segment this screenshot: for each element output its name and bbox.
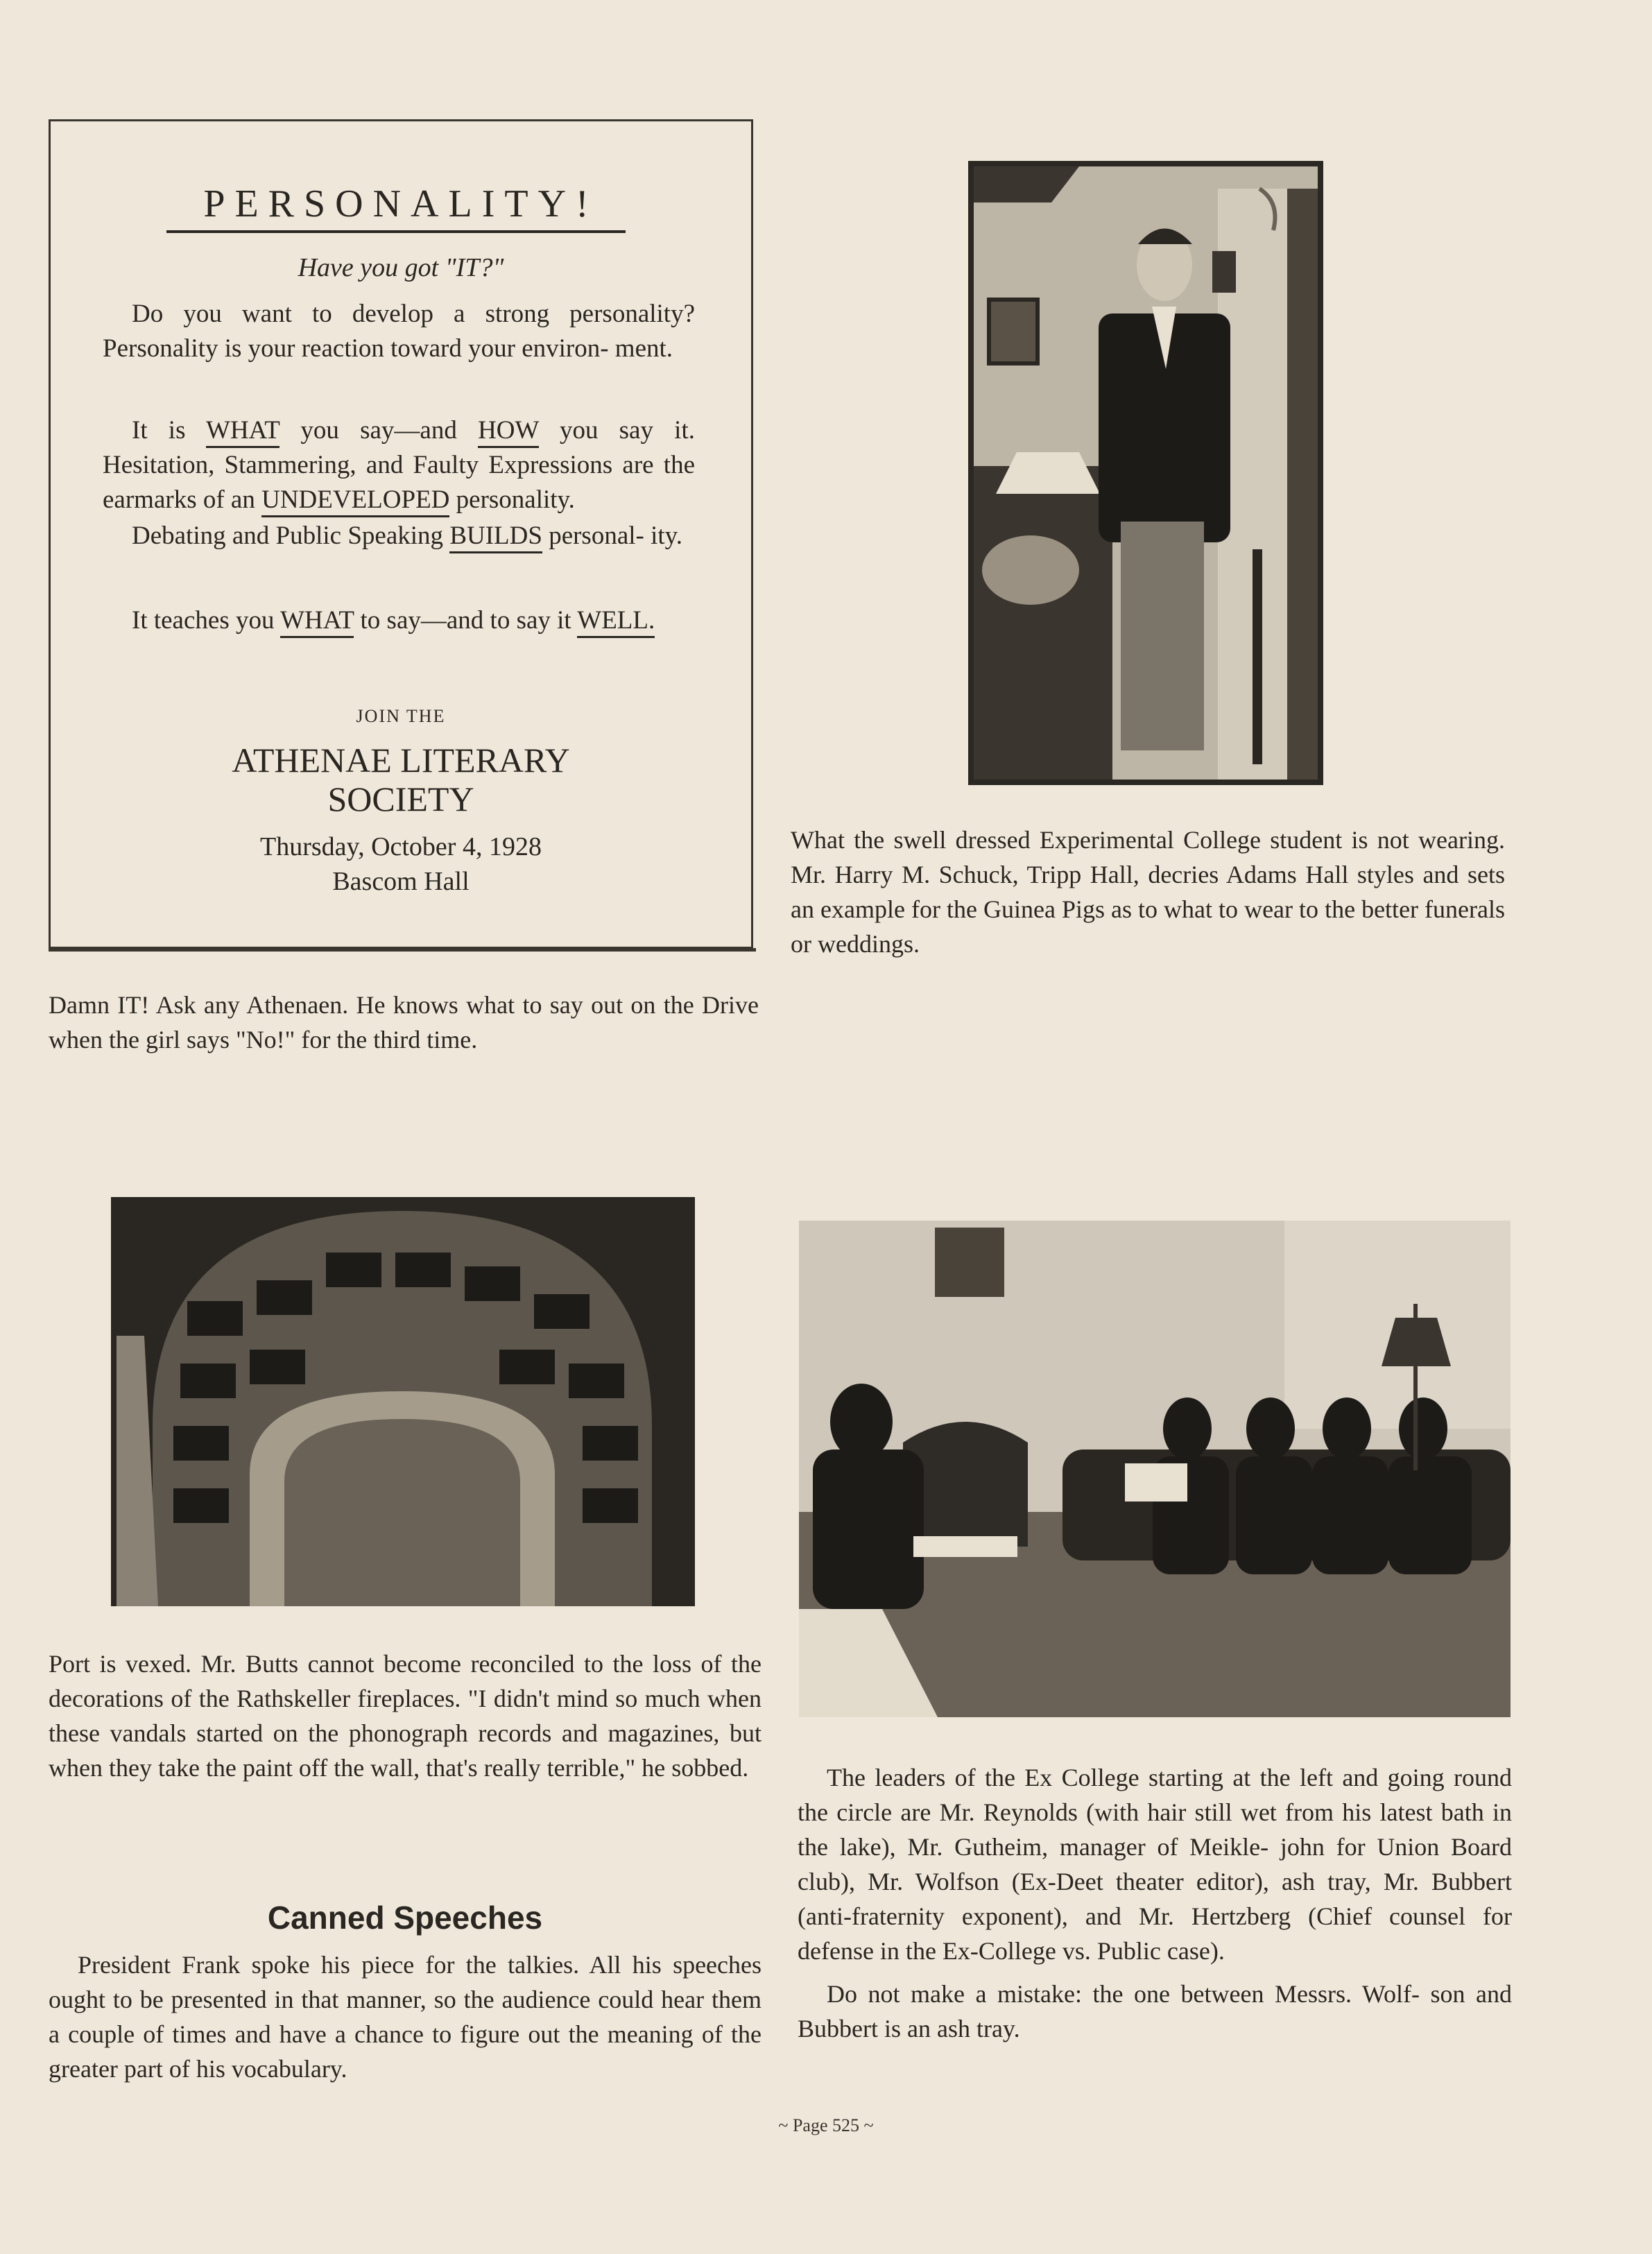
ad-p2-a: It is	[132, 416, 207, 445]
ad-title-underline	[166, 230, 626, 233]
ad-p2-d: personality.	[449, 485, 575, 514]
ad-p4-b: to say—and to say it	[354, 606, 578, 635]
student-caption: What the swell dressed Experimental College student is not wearing. Mr. Harry M. Schuck, Tripp Hall, decries Adams Hall styles and sets an example for the Guinea Pigs as to what to wear to the better funerals or weddings.	[791, 826, 1505, 958]
ad-p1-text: Do you want to develop a strong personality? Personality is your reaction toward your environ- ment.	[103, 300, 695, 363]
ad-p4-a: It teaches you	[132, 606, 281, 635]
ad-caption: Damn IT! Ask any Athenaen. He knows what to say out on the Drive when the girl says "No!" for the third time.	[49, 991, 759, 1053]
open-book	[1125, 1463, 1187, 1502]
ad-p3-builds: BUILDS	[449, 522, 542, 553]
ad-p2-undeveloped: UNDEVELOPED	[261, 485, 449, 517]
canned-speeches-heading: Canned Speeches	[267, 1900, 543, 1936]
ad-society-name	[49, 741, 753, 818]
leaders-photo	[799, 1221, 1511, 1717]
ad-p4-what: WHAT	[280, 606, 354, 638]
ad-paragraph-3	[103, 519, 695, 553]
ad-title: PERSONALITY!	[203, 182, 599, 225]
page-number: ~ Page 525 ~	[778, 2115, 874, 2135]
magazine	[913, 1536, 1017, 1557]
ad-p2-c: you say it. Hesitation, Stammering, and Faulty Expressions are the earmarks of an	[103, 416, 695, 514]
leaders-caption-paragraph-2: Do not make a mistake: the one between Messrs. Wolf- son and Bubbert is an ash tray.	[798, 1980, 1512, 2042]
canned-speeches-text	[49, 1947, 762, 2086]
cushion	[982, 535, 1079, 605]
ad-subtitle: Have you got "IT?"	[298, 253, 504, 282]
ad-paragraph-4	[103, 601, 695, 641]
ad-join-the: JOIN THE	[356, 706, 446, 726]
ad-paragraph-2	[103, 413, 695, 517]
ad-p3-b: personal- ity.	[542, 522, 683, 550]
ad-p2-how: HOW	[478, 416, 539, 448]
leaders-caption-paragraph-1: The leaders of the Ex College starting at the left and going round the circle are Mr. Reynolds (with hair still wet from his latest bath in the lake), Mr. Gutheim, manager of Meikle- john for Union Board club), Mr. Wolfson (Ex-Deet theater editor), ash tray, Mr. Bubbert (anti-fraternity exponent), and Mr. Hertzberg (Chief counsel for defense in the Ex-College vs. Public case).	[798, 1764, 1512, 1965]
fireplace-photo	[111, 1197, 695, 1606]
floor-lamp-pole	[1413, 1304, 1418, 1470]
canned-speeches-paragraph: President Frank spoke his piece for the talkies. All his speeches ought to be presented in that manner, so the audience could hear them a couple of times and have a chance to figure out the meaning of the greater part of his vocabulary.	[49, 1951, 762, 2083]
chair	[974, 466, 1112, 780]
ad-society-text: ATHENAE LITERARY SOCIETY	[232, 741, 570, 818]
ad-p2-what: WHAT	[206, 416, 279, 448]
ad-p3-a: Debating and Public Speaking	[132, 522, 450, 550]
ad-paragraph-1	[103, 297, 695, 366]
small-picture	[1212, 251, 1236, 293]
student-trousers	[1121, 522, 1204, 750]
ad-p2-text	[103, 413, 695, 517]
ad-event-info	[49, 829, 753, 899]
cane	[1253, 549, 1262, 764]
ad-date: Thursday, October 4, 1928	[260, 832, 542, 861]
ad-p4-well: WELL.	[577, 606, 655, 638]
advertisement-bottom-rule	[49, 948, 756, 952]
ad-p2-b: you say—and	[279, 416, 479, 445]
wall-picture	[989, 300, 1038, 363]
ad-p4-text	[103, 601, 695, 641]
fireplace-opening	[284, 1419, 520, 1606]
leaders-caption	[798, 1760, 1512, 2046]
ship-picture	[935, 1228, 1004, 1297]
ad-place: Bascom Hall	[332, 867, 470, 896]
ad-p3-text	[103, 519, 695, 553]
fireplace-caption: Port is vexed. Mr. Butts cannot become reconciled to the loss of the decorations of the Rathskeller fireplaces. "I didn't mind so much when these vandals started on the phonograph records and magazines, but when they take the paint off the wall, that's really terrible," he sobbed.	[49, 1650, 762, 1782]
door-edge	[1287, 189, 1318, 780]
student-photo	[968, 161, 1323, 785]
